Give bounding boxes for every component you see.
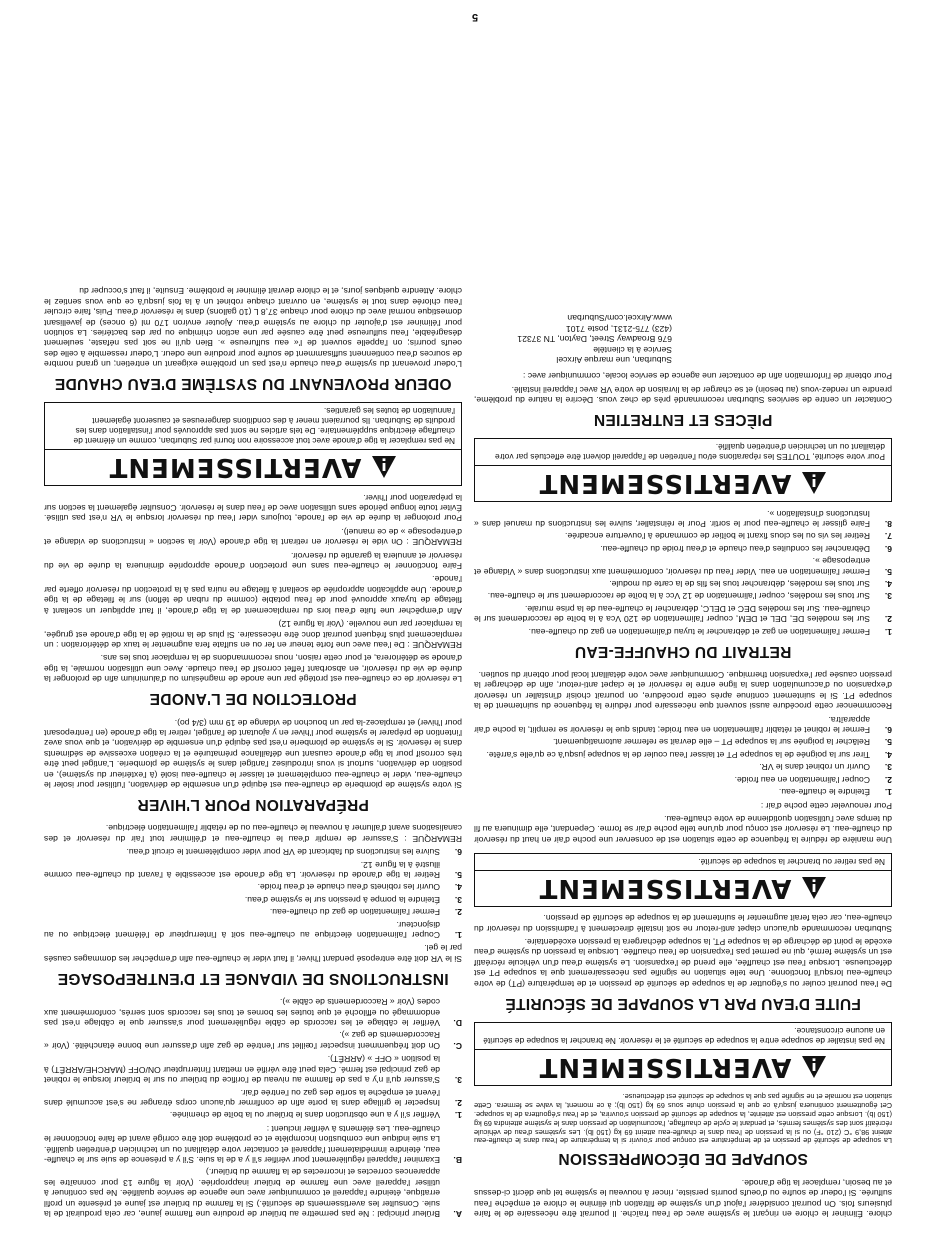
list-item: 6. Fermer le robinet et rétablir l'alimentation en eau froide; tandis que le réservoir se remplit, la poche d'air apparaîtra. [474, 714, 892, 736]
section-title-parts: PIÈCES ET ENTRETIEN [593, 411, 773, 429]
removal-steps [474, 508, 892, 636]
list-item: 5. Relâcher la poignée sur la soupape PT – elle devrait se refermer automatiquement. [552, 737, 892, 748]
list-item: D. Vérifier le câblage et les raccords de câble régulièrement pour s'assurer que le câblage n'est pas endommagé ou effiloché et que toutes les bornes et tous les raccords sont serrés, conformément aux codes (Voir « Raccordements de câble »). [44, 997, 462, 1029]
list-item: 5. Retirer la tige d'anode du réservoir. La tige d'anode est accessible à l'avant du chauffe-eau comme illustré à la figure 12. [44, 859, 462, 881]
warning-title: AVERTISSEMENT [538, 468, 792, 499]
list-item: 3. S'assurer qu'il n'y a pas de flamme au niveau de l'orifice du brûleur ou sur le brûleur lorsque le robinet de gaz principal est fermé. Cela peut être vérifié en mettant l'interrupteur ON/OFF (MARCHE/ARRÊT) à la position « OFF » (ARRÊT). [44, 1054, 462, 1086]
list-item: 4. Tirer sur la poignée de la soupape PT et laisser l'eau couler de la soupape jusqu'à ce qu'elle s'arrête. [486, 749, 892, 760]
remark: REMARQUE : On vide le réservoir en retirant la tige d'anode (Voir la section « Instructions de vidange et d'entreposage » de ce manuel). [44, 526, 462, 548]
list-item: 3. Ouvrir un robinet dans le VR. [759, 762, 892, 773]
list-item: 5. Fermer l'alimentation en eau. Vider l'eau du réservoir, conformément aux instructions dans « Vidange et entreposage ». [474, 556, 892, 577]
warning-triangle-icon [801, 1055, 827, 1079]
paragraph: Si le VR doit être entreposé pendant l'hiver, il faut vider le chauffe-eau afin d'empêcher les dommages causés par le gel. [44, 943, 462, 964]
list-item: 6. Suivre les instructions du fabricant de VR pour vider complètement le circuit d'eau. [126, 847, 462, 858]
list-item: 8. Faire glisser le chauffe-eau pour le sortir. Pour le réinstaller, suivre les instructions du manuel dans « Instructions d'installation ». [474, 508, 892, 529]
list-item: 3. Éteindre la pompe à pression sur le système d'eau. [244, 894, 462, 905]
warning-box [474, 1022, 892, 1086]
warning-box [474, 438, 892, 502]
page-number: 5 [471, 11, 479, 23]
section-title-anode: PROTECTION DE L'ANODE [149, 690, 357, 708]
right-column [44, 283, 462, 1219]
section-title-leak: FUITE D'EAU PAR LA SOUPAPE DE SÉCURITÉ [505, 994, 861, 1012]
warning-text: Ne pas remplacer la tige d'anode avec tout accessoire non fourni par Suburban, comme un élément de chauffage électrique supplémentaire. De tels articles ne sont pas approuvés pour l'installation dans les produits de Suburban. Ils pourraient mener à des conditions dangereuses et causeront également l'annulation de toutes les garanties. [73, 406, 455, 447]
paragraph: Suburban recommande qu'aucun clapet anti-retour ne soit installé directement à l'admission du réservoir du chauffe-eau, car cela ferait augmenter le suintement de la soupape de sécurité de pression. [474, 913, 892, 934]
warning-title: AVERTISSEMENT [538, 1051, 792, 1082]
paragraph: Recommencer cette procédure aussi souvent que nécessaire pour réduire la fréquence du suintement de la soupape PT. Si le suintement continue après cette procédure, on pourrait choisir d'installer un réservoir d'expansion ou d'accumulation dans la ligne entre le réservoir et le clapet anti-retour, afin de décharger la pression causée par l'expansion thermique. Communiquer avec votre détaillant local pour obtenir du soutien. [474, 670, 892, 712]
contact-block [474, 313, 672, 365]
list-item: B. Examiner l'appareil régulièrement pour vérifier s'il y a de la suie. S'il y a présence de suie sur le chauffe-eau, éteindre immédiatement l'appareil et contacter votre détaillant ou un technicien d'entretien qualifié. La suie indique une combustion incomplète et ce problème doit être corrigé avant de faire fonctionner le chauffe-eau. Les éléments à vérifier incluent : [44, 1123, 462, 1165]
list-item: A. Brûleur principal : Ne pas permettre au brûleur de produire une flamme jaune, car cela produirait de la suie. Consulter les avertissements de sécurité.) Si la flamme du brûleur est jaune et présente un profil erratique, éteindre l'appareil et communiquer avec une agence de service qualifiée. Ne pas continuer à utiliser l'appareil avec une flamme de brûleur inappropriée. (Voir la figure 13 pour connaître les apparences correctes et incorrectes de la flamme du brûleur.) [44, 1167, 462, 1219]
list-item: 7. Retirer les vis ou les clous fixant le boîtier de commande à l'ouverture encadrée. [565, 531, 892, 542]
section-title-decompression: SOUPAPE DE DÉCOMPRESSION [558, 1150, 808, 1168]
paragraph: Si votre système de plomberie de chauffe-eau est équipé d'un ensemble de dérivation, l'utiliser pour isoler le chauffe-eau, vider le chauffe-eau complètement et laisser le chauffe-eau isolé (à l'extérieur du système), en position de dérivation, surtout si vous introduisez l'antigel dans le système de plomberie. L'antigel peut être très corrosif pour la tige d'anode causant une défaillance prématurée et la création excessive de sédiments dans le réservoir. Si le système de plomberie n'est pas équipé d'un ensemble de dérivation, et que vous avez l'intention de préparer le système pour l'hiver en y ajoutant de l'antigel, retirer la tige d'anode (en l'entreposant pour l'hiver) et remplacez-la par un bouchon de vidange de 19 mm (3/4 po). [44, 717, 462, 790]
warning-box [44, 402, 462, 486]
list-item: C. On doit fréquemment inspecter l'œillet sur l'entrée de gaz afin d'assurer une bonne étanchéité. (Voir « Raccordements de gaz »). [44, 1030, 462, 1051]
list-item: 3. Sur tous les modèles, couper l'alimentation de 12 Vcc à la boîte de raccordement sur le chauffe-eau. [487, 591, 892, 602]
remark: REMARQUE : De l'eau avec une forte teneur en fer ou en sulfate fera augmenter le taux de détérioration : un remplacement plus fréquent pourrait donc être nécessaire. Si plus de la moitié de la tige d'anode est grugée, la remplacer par une nouvelle. (Voir la figure 12) [44, 619, 462, 650]
warning-triangle-icon [801, 876, 827, 900]
section-title-odor: ODEUR PROVENANT DU SYSTÈME D'EAU CHAUDE [54, 375, 452, 393]
maintenance-items [44, 997, 462, 1051]
contact-url: www.Airxcel.com/Suburban [567, 313, 672, 324]
list-item: 2. Sur les modèles DE, DEL et DEM, couper l'alimentation de 120 Vca à la boîte de raccordement sur le chauffe-eau. Sur les modèles DEC et DELC, débrancher le chauffe-eau de la prise murale. [474, 603, 892, 625]
paragraph: Pour renouveler cette poche d'air : [760, 800, 892, 811]
contact-line: (423) 775-2131, poste 7101 [565, 323, 672, 334]
list-item: 2. Inspecter le grillage dans la porte afin de confirmer qu'aucun corps étranger ne s'est accumulé dans l'évent et empêche la sortie des gaz ou l'entrée d'air. [44, 1087, 462, 1108]
list-item: 6. Débrancher les conduites d'eau chaude et d'eau froide du chauffe-eau. [600, 543, 892, 554]
list-item: 1. Vérifier s'il y a une obstruction dans le brûleur ou la boîte de cheminée. [169, 1110, 462, 1121]
paragraph: L'odeur provenant du système d'eau chaude n'est pas un problème exigeant un entretien; un grand nombre de sources d'eau contiennent suffisamment de soufre pour produire une odeur. L'odeur ressemble à celle des oeufs pourris; on l'appelle souvent de l'« eau sulfureuse ». Bien qu'il ne soit pas néfaste, seulement désagréable, l'eau sulfureuse peut être causée par une action chimique ou par des bactéries. La solution pour l'éliminer est d'ajouter du chlore au système d'eau. Ajouter environ 170 ml (6 onces) de javellisant domestique normal avec du chlore pour chaque 37,8 L (10 gallons) dans le réservoir d'eau. Puis, faire circuler l'eau chlorée dans tout le système, en ouvrant chaque robinet un à la fois jusqu'à ce que vous sentiez le chlore. Attendre quelques jours, et le chlore devrait éliminer le problème. Ensuite, il faut s'occuper du [44, 286, 462, 370]
paragraph: De l'eau pourrait couler ou s'égoutter de la soupape de sécurité de pression et de température (PT) de votre chauffe-eau lorsqu'il fonctionne. Une telle situation ne signifie pas nécessairement que la soupape PT est défectueuse. Lorsque l'eau est chauffée, elle prend de l'expansion. Le système d'eau d'un véhicule récréatif est un système fermé, qui ne permet pas l'expansion de l'eau chauffée. Lorsque la pression du système d'eau excède le point de décharge de la soupape PT, la soupape déchargera la pression excédentaire. [474, 936, 892, 989]
list-item: 4. Sur tous les modèles, débrancher tous les fils de la carte du module. [609, 579, 892, 590]
paragraph: Pour prolonger la durée de vie de l'anode, toujours vider l'eau du réservoir lorsque le VR n'est pas utilisé. Éviter toute longue période sans utilisation avec de l'eau dans le réservoir. Consulter également la section sur la préparation pour l'hiver. [44, 492, 462, 524]
warning-text: Ne pas retirer ou brancher la soupape de sécurité. [698, 856, 885, 867]
paragraph: Afin d'empêcher une fuite d'eau lors du remplacement de la tige d'anode, il faut appliquer un scellant à filetage de tuyaux approuvé pour de l'eau potable (comme du ruban de téflon) sur le filetage de la tige d'anode. Une application appropriée de scellant à filetage ne nuira pas à la protection du réservoir offerte par l'anode. [44, 574, 462, 616]
paragraph: Une manière de réduire la fréquence de cette situation est de conserver une poche d'air en haut du réservoir du chauffe-eau. Le réservoir est conçu pour qu'une telle poche d'air se forme. Cependant, elle diminuera au fil du temps avec l'utilisation quotidienne de votre chauffe-eau. [474, 813, 892, 845]
paragraph: Pour obtenir de l'information afin de contacter une agence de service locale, communiquer avec : [523, 371, 892, 382]
warning-title: AVERTISSEMENT [108, 452, 362, 483]
contact-line: Service à la clientèle [593, 344, 672, 355]
list-item: 2. Fermer l'alimentation de gaz du chauffe-eau. [269, 907, 462, 918]
section-title-winter: PRÉPARATION POUR L'HIVER [137, 796, 369, 813]
renew-steps [474, 714, 892, 797]
list-item: 1. Fermer l'alimentation en gaz et débrancher le tuyau d'alimentation en gaz du chauffe-eau. [528, 626, 892, 637]
list-item: 4. Ouvrir les robinets d'eau chaude et d'eau froide. [257, 882, 462, 893]
list-item: 2. Couper l'alimentation en eau froide. [734, 774, 892, 785]
warning-text: Pour votre sécurité, TOUTES les réparations et/ou l'entretien de l'appareil doivent être effectués par votre détaillant ou un technicien d'entretien qualifié. [494, 442, 885, 463]
paragraph: Le réservoir de ce chauffe-eau est protégé par une anode de magnésium ou d'aluminium afin de prolonger la durée de vie du réservoir, en absorbant l'effet corrosif de l'eau chaude. Avec une utilisation normale, la tige d'anode se détériorera, et pour cette raison, nous recommandons de la remplacer tous les ans. [44, 653, 462, 685]
warning-text: Ne pas installer de soupape entre la soupape de sécurité et le réservoir. Ne brancher la soupape de sécurité en aucune circonstance. [483, 1025, 885, 1046]
warning-triangle-icon [801, 471, 827, 495]
paragraph: Faire fonctionner le chauffe-eau sans une protection d'anode appropriée diminuera la durée de vie du réservoir et annulera la garantie du réservoir. [44, 550, 462, 572]
drain-steps [44, 847, 462, 940]
paragraph: La soupape de sécurité de pression et de température est conçue pour s'ouvrir si la température de l'eau dans le chauffe-eau atteint 98,9 °C (210 °F) ou si la pression de l'eau dans le chauffe-eau atteint 69 kg (150 lb). Les systèmes d'eau de véhicule récréatif sont des systèmes fermés, et pendant le cycle de chauffage, l'accumulation de pression dans le système atteindra 69 kg (150 lb). Lorsque cette pression est atteinte, la soupape de sécurité de pression s'ouvrira, et de l'eau s'égouttera de la soupape. Cet égouttement continuera jusqu'à ce que la pression chute sous 69 kg (150 lb); à ce moment, la valve se fermera. Cette situation est normale et ne signifie pas que la soupape de sécurité est défectueuse. [474, 1092, 892, 1146]
warning-box [474, 853, 892, 907]
remark: REMARQUE : S'assurer de remplir d'eau le chauffe-eau et d'éliminer tout l'air du réservoir et des canalisations avant d'allumer à nouveau le chauffe-eau ou de rétablir l'alimentation électrique. [44, 823, 462, 844]
left-column [474, 313, 892, 1219]
contact-line: Suburban, une marque Airxcel [556, 354, 672, 365]
maintenance-items [44, 1123, 462, 1219]
section-title-drain: INSTRUCTIONS DE VIDANGE ET D'ENTREPOSAGE [57, 969, 449, 987]
list-item: 1. Couper l'alimentation électrique au chauffe-eau soit à l'interrupteur de l'élément électrique ou au disjoncteur. [44, 919, 462, 941]
warning-title: AVERTISSEMENT [538, 872, 792, 903]
section-title-removal: RETRAIT DU CHAUFFE-EAU [574, 642, 792, 660]
paragraph: chlore. Éliminer le chlore en rinçant le système avec de l'eau fraîche. Il pourrait être nécessaire de le faire plusieurs fois. On pourrait considérer l'ajout d'un système de filtration qui élimine le chlore et empêche l'eau sulfurée. Si l'odeur de soufre ou d'oeufs pourris persiste, rincer à nouveau le système tel que décrit ci-dessus et au besoin, remplacer la tige d'anode. [474, 1177, 892, 1219]
list-item: 1. Éteindre le chauffe-eau. [778, 787, 892, 798]
contact-line: 676 Broadway Street, Dayton, TN 37321 [517, 334, 672, 345]
warning-triangle-icon [371, 455, 397, 479]
soot-checks [44, 1054, 462, 1120]
paragraph: Contacter un centre de services Suburban recommandé près de chez vous. Décrire la nature du problème, prendre un rendez-vous (au besoin) et se charger de la livraison de votre VR avec l'appareil installé. [474, 384, 892, 406]
